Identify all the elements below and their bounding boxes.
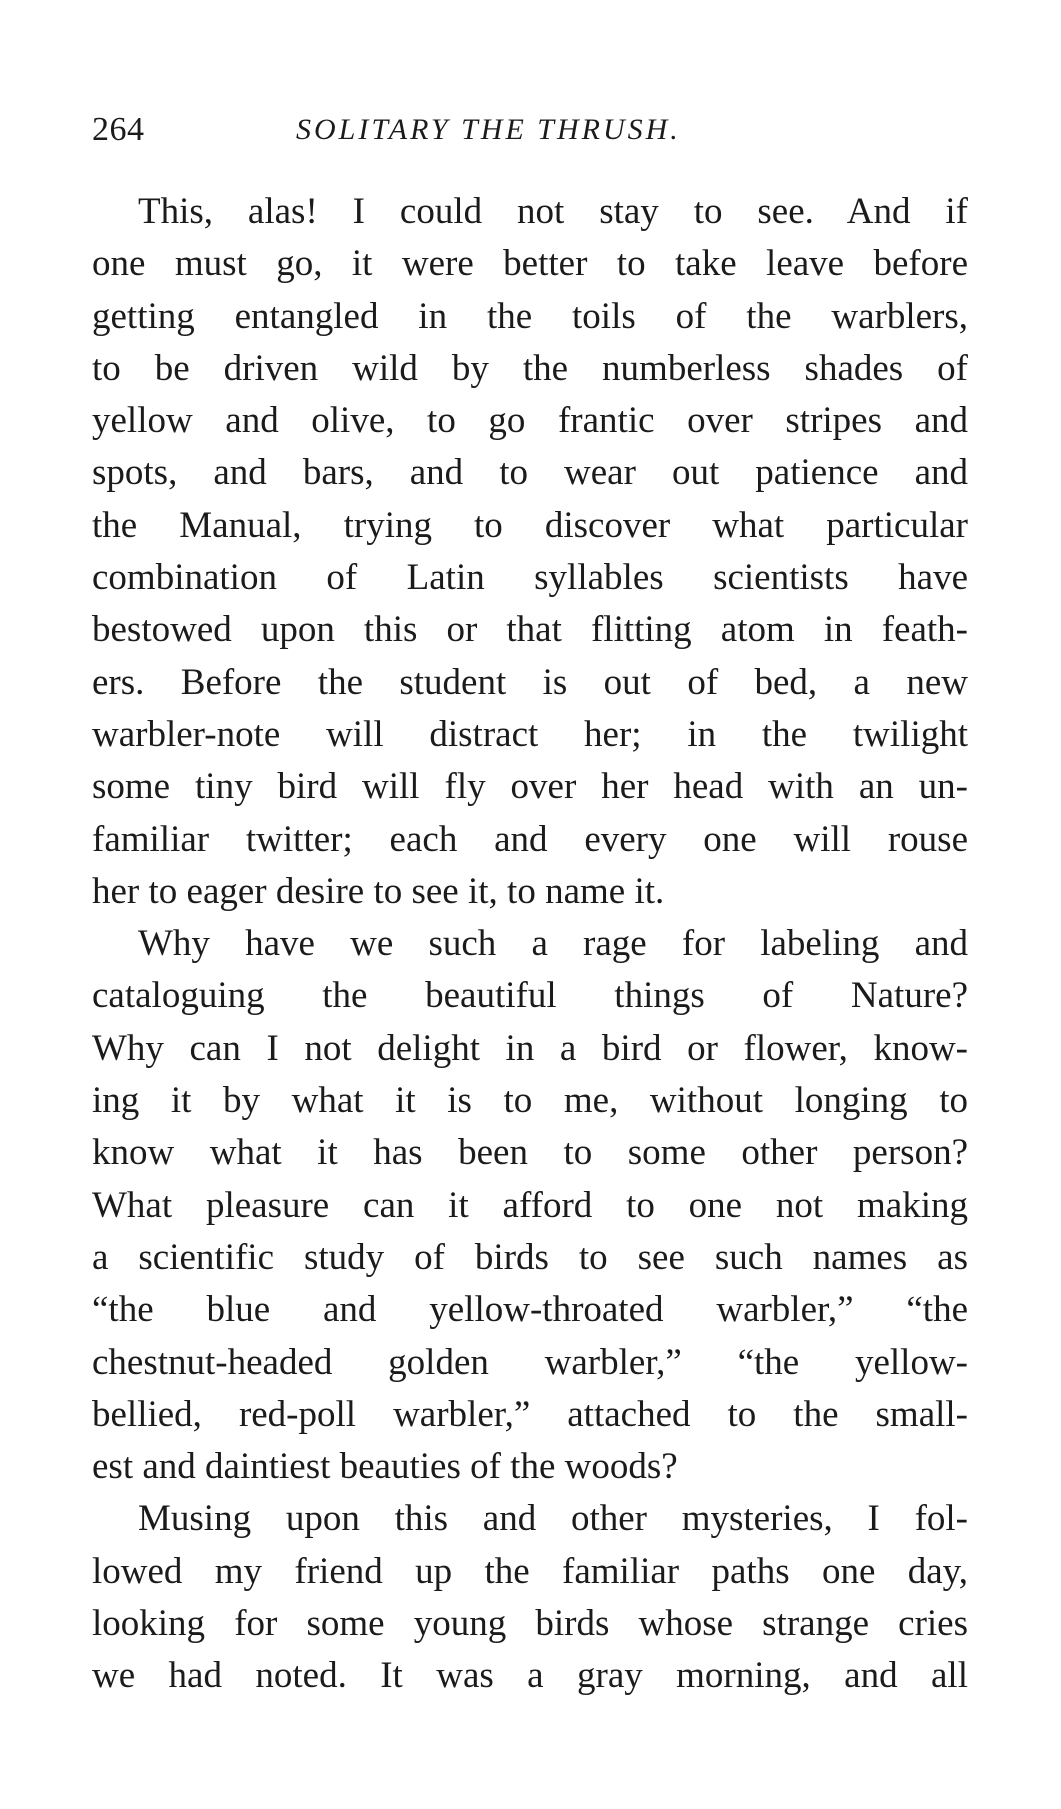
text-line: cataloguing the beautiful things of Nature?: [92, 975, 968, 1017]
body-text: [92, 186, 968, 1703]
text-line: warbler-note will distract her; in the twilight: [92, 713, 968, 755]
text-line: familiar twitter; each and every one will rouse: [92, 818, 968, 860]
text-line: a scientific study of birds to see such names as: [92, 1236, 968, 1278]
text-line: know what it has been to some other person?: [92, 1132, 968, 1174]
text-line: we had noted. It was a gray morning, and all: [92, 1655, 968, 1697]
text-line: Why have we such a rage for labeling and: [138, 923, 968, 965]
text-line: combination of Latin syllables scientists have: [92, 557, 968, 599]
running-head: [92, 108, 972, 152]
text-line: ing it by what it is to me, without longing to: [92, 1080, 968, 1122]
text-line: looking for some young birds whose strange cries: [92, 1603, 968, 1645]
text-line: one must go, it were better to take leave before: [92, 243, 968, 285]
text-line: Musing upon this and other mysteries, I fol-: [138, 1498, 968, 1540]
text-line: some tiny bird will fly over her head with an un-: [92, 766, 968, 808]
text-line: ers. Before the student is out of bed, a new: [92, 661, 968, 703]
text-line: This, alas! I could not stay to see. And if: [138, 191, 968, 232]
page-number: 264: [92, 111, 145, 148]
text-line: est and daintiest beauties of the woods?: [92, 1446, 678, 1488]
text-line: bestowed upon this or that flitting atom in feath-: [92, 609, 968, 651]
text-line: What pleasure can it afford to one not making: [92, 1184, 968, 1226]
text-line: yellow and olive, to go frantic over stripes and: [92, 400, 968, 442]
text-line: Why can I not delight in a bird or flower, know-: [92, 1027, 968, 1069]
text-line: lowed my friend up the familiar paths one day,: [92, 1550, 968, 1592]
text-line: bellied, red-poll warbler,” attached to the small-: [92, 1393, 968, 1435]
running-title: SOLITARY THE THRUSH.: [296, 113, 681, 146]
text-line: to be driven wild by the numberless shades of: [92, 347, 968, 389]
text-line: the Manual, trying to discover what particular: [92, 504, 968, 546]
text-line: getting entangled in the toils of the warblers,: [92, 295, 968, 337]
text-line: chestnut-headed golden warbler,” “the yellow-: [92, 1341, 968, 1383]
text-line: “the blue and yellow-throated warbler,” “the: [92, 1289, 968, 1331]
text-line: her to eager desire to see it, to name it.: [92, 870, 665, 912]
text-line: spots, and bars, and to wear out patience and: [92, 452, 968, 494]
